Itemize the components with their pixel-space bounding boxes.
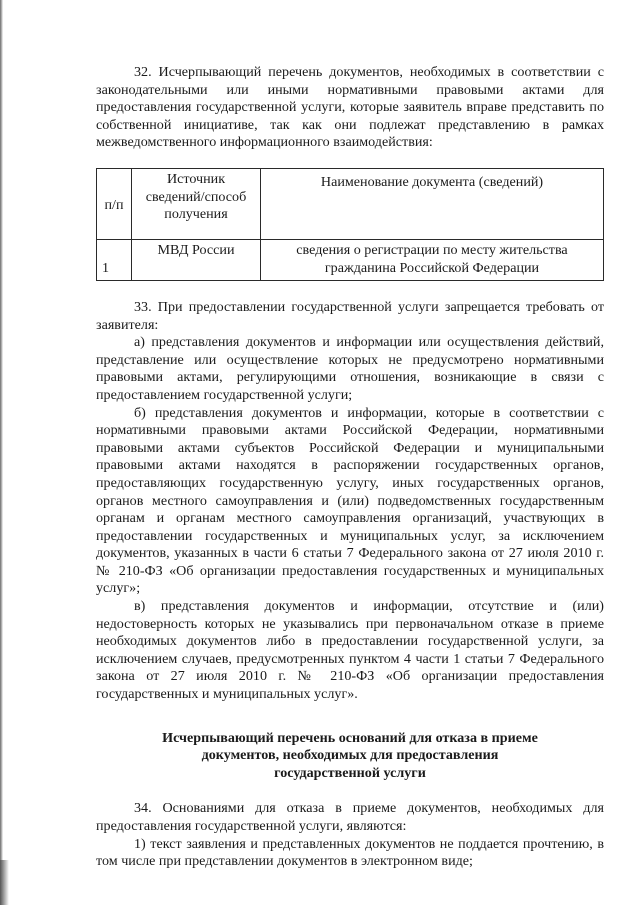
cell-source: МВД России <box>132 239 261 280</box>
heading-line-3: государственной услуги <box>274 764 426 781</box>
heading-line-2: документов, необходимых для предоставления <box>201 747 499 764</box>
section-heading <box>96 730 604 783</box>
header-document-name: Наименование документа (сведений) <box>261 168 604 239</box>
scan-shadow-edge <box>0 0 3 905</box>
paragraph-34-item-1: 1) текст заявления и представленных документов не поддается прочтению, в том числе при представлении документов в электронном виде; <box>96 835 604 870</box>
paragraph-33-item-a: а) представления документов и информации или осуществления действий, представление или осуществление которых не предусмотрено нормативными правовыми актами, регулирующими отношения, возникающие в связи с предоставлением государственной услуги; <box>96 334 604 403</box>
paragraph-33-item-b: б) представления документов и информации, которые в соответствии с нормативными правовыми актами Российской Федерации, нормативными правовыми актами субъектов Российской Федерации и муниципальными правовыми актами находятся в распоряжении государственных органов, предоставляющих государственную услугу, иных государственных органов, органов местного самоуправления и (или) подведомственных государственным органам и органам местного самоуправления организаций, участвующих в предоставлении государственных и муниципальных услуг, за исключением документов, указанных в части 6 статьи 7 Федерального закона от 27 июля 2010 г. № 210-ФЗ «Об организации предоставления государственных и муниципальных услуг»; <box>96 404 604 597</box>
table-header-row <box>97 168 604 239</box>
paragraph-33-intro: 33. При предоставлении государственной услуги запрещается требовать от заявителя: <box>96 298 604 333</box>
documents-table <box>96 168 604 281</box>
header-source: Источник сведений/способ получения <box>132 168 261 239</box>
cell-num: 1 <box>97 239 132 280</box>
paragraph-33-item-c: в) представления документов и информации, отсутствие и (или) недостоверность которых не указывались при первоначальном отказе в приеме необходимых документов либо в предоставлении государственной услуги, за исключением случаев, предусмотренных пунктом 4 части 1 статьи 7 Федерального закона от 27 июля 2010 г. № 210-ФЗ «Об организации предоставления государственных и муниципальных услуг». <box>96 598 604 703</box>
paragraph-32: 32. Исчерпывающий перечень документов, необходимых в соответствии с законодательными или иными нормативными правовыми актами для предоставления государственной услуги, которые заявитель вправе представить по собственной инициативе, так как они подлежат представлению в рамках межведомственного информационного взаимодействия: <box>96 64 604 151</box>
table-row <box>97 239 604 280</box>
scan-shadow-corner <box>0 860 9 905</box>
document-body <box>96 64 604 871</box>
heading-line-1: Исчерпывающий перечень оснований для отказа в приеме <box>162 729 538 746</box>
paragraph-34-intro: 34. Основаниями для отказа в приеме документов, необходимых для предоставления государственной услуги, являются: <box>96 800 604 834</box>
cell-document-name: сведения о регистрации по месту жительства гражданина Российской Федерации <box>261 239 604 280</box>
header-num: п/п <box>97 168 132 239</box>
